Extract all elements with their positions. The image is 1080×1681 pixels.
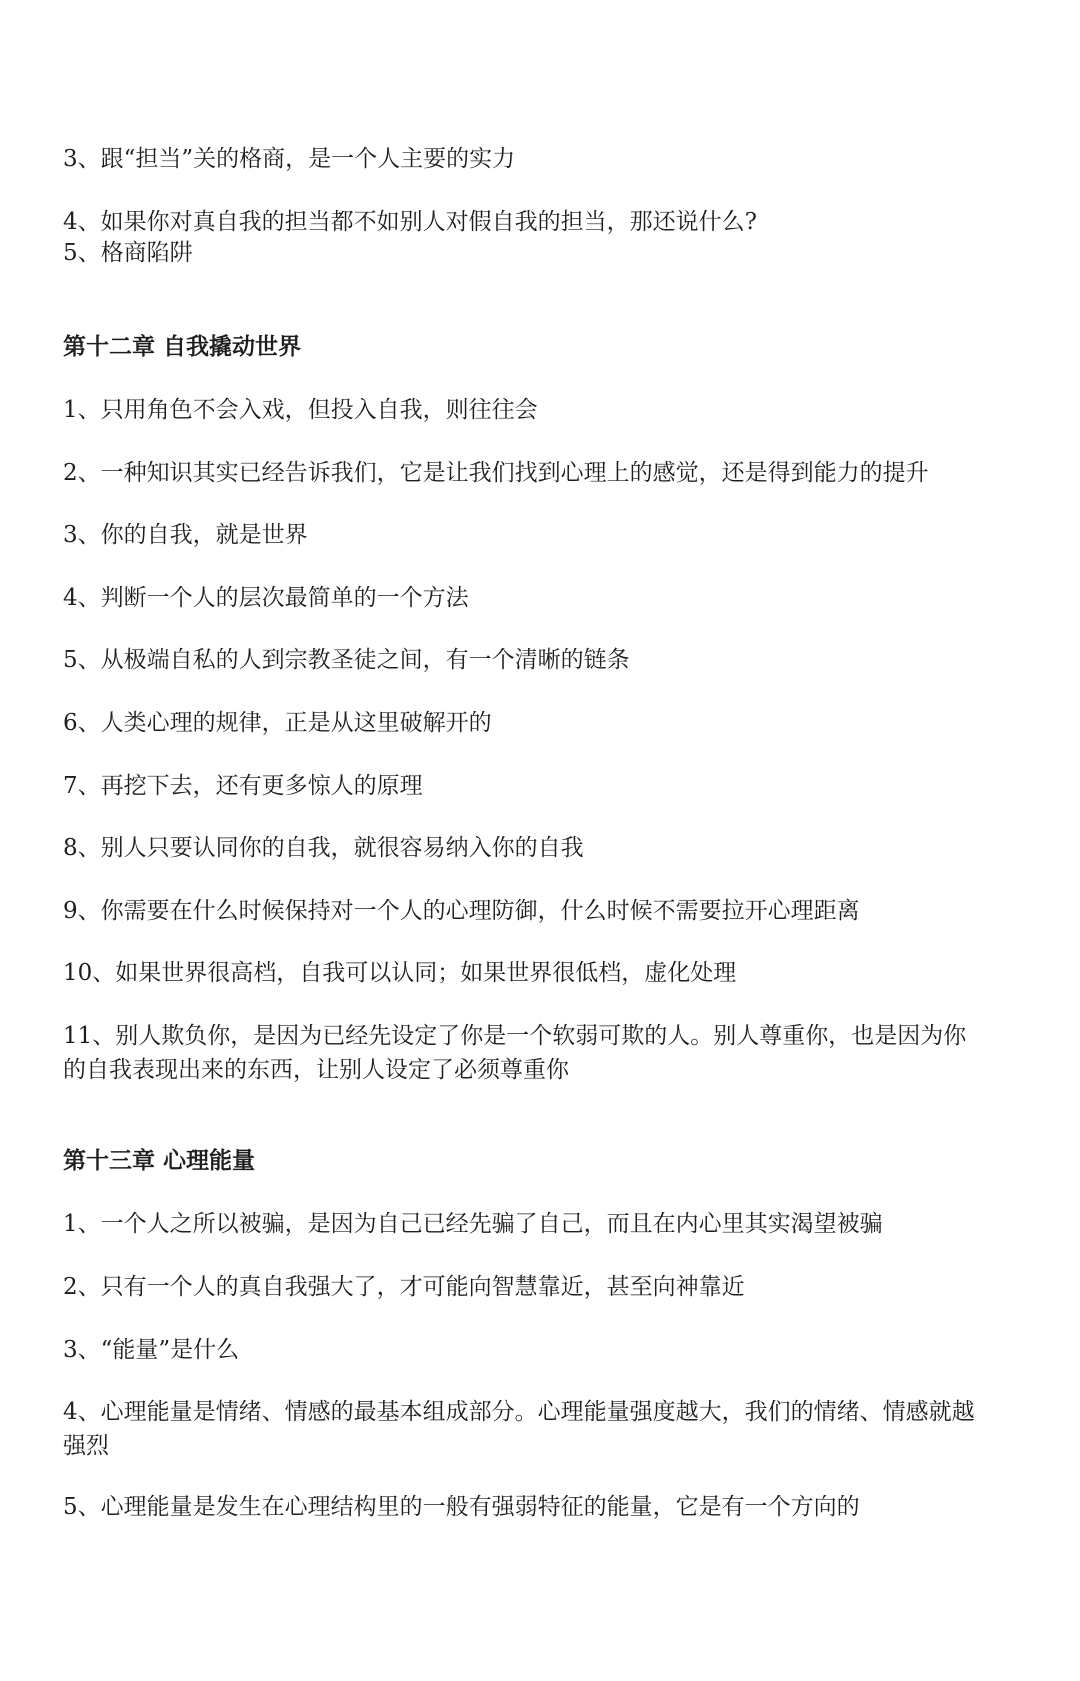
chapter-12-item: 8、别人只要认同你的自我，就很容易纳入你的自我 [63,835,584,861]
intro-item: 3、跟“担当”关的格商，是一个人主要的实力 [63,146,516,172]
intro-item: 4、如果你对真自我的担当都不如别人对假自我的担当，那还说什么? [63,209,757,235]
chapter-13-item: 4、心理能量是情绪、情感的最基本组成部分。心理能量强度越大，我们的情绪、情感就越强烈 [63,1399,975,1459]
chapter-12-item: 7、再挖下去，还有更多惊人的原理 [63,773,423,799]
chapter-13-item: 1、一个人之所以被骗，是因为自己已经先骗了自己，而且在内心里其实渴望被骗 [63,1211,883,1237]
chapter-12-item: 3、你的自我，就是世界 [63,522,308,548]
chapter-12-item: 10、如果世界很高档，自我可以认同；如果世界很低档，虚化处理 [63,960,737,986]
chapter-13-heading: 第十三章 心理能量 [63,1148,256,1174]
chapter-12-heading: 第十二章 自我撬动世界 [63,334,302,360]
chapter-13-item: 2、只有一个人的真自我强大了，才可能向智慧靠近，甚至向神靠近 [63,1274,745,1300]
chapter-12-item: 9、你需要在什么时候保持对一个人的心理防御，什么时候不需要拉开心理距离 [63,898,860,924]
chapter-12-item: 2、一种知识其实已经告诉我们，它是让我们找到心理上的感觉，还是得到能力的提升 [63,460,929,486]
chapter-13-item: 3、“能量”是什么 [63,1337,240,1363]
chapter-12-item: 4、判断一个人的层次最简单的一个方法 [63,585,469,611]
chapter-12-item: 5、从极端自私的人到宗教圣徒之间，有一个清晰的链条 [63,647,630,673]
chapter-12-item: 11、别人欺负你，是因为已经先设定了你是一个软弱可欺的人。别人尊重你，也是因为你的自我表现出来的东西，让别人设定了必须尊重你 [63,1023,967,1083]
chapter-12-item: 1、只用角色不会入戏，但投入自我，则往往会 [63,397,538,423]
chapter-13-item: 5、心理能量是发生在心理结构里的一般有强弱特征的能量，它是有一个方向的 [63,1494,860,1520]
intro-item: 5、格商陷阱 [63,240,193,266]
chapter-12-item: 6、人类心理的规律，正是从这里破解开的 [63,710,492,736]
